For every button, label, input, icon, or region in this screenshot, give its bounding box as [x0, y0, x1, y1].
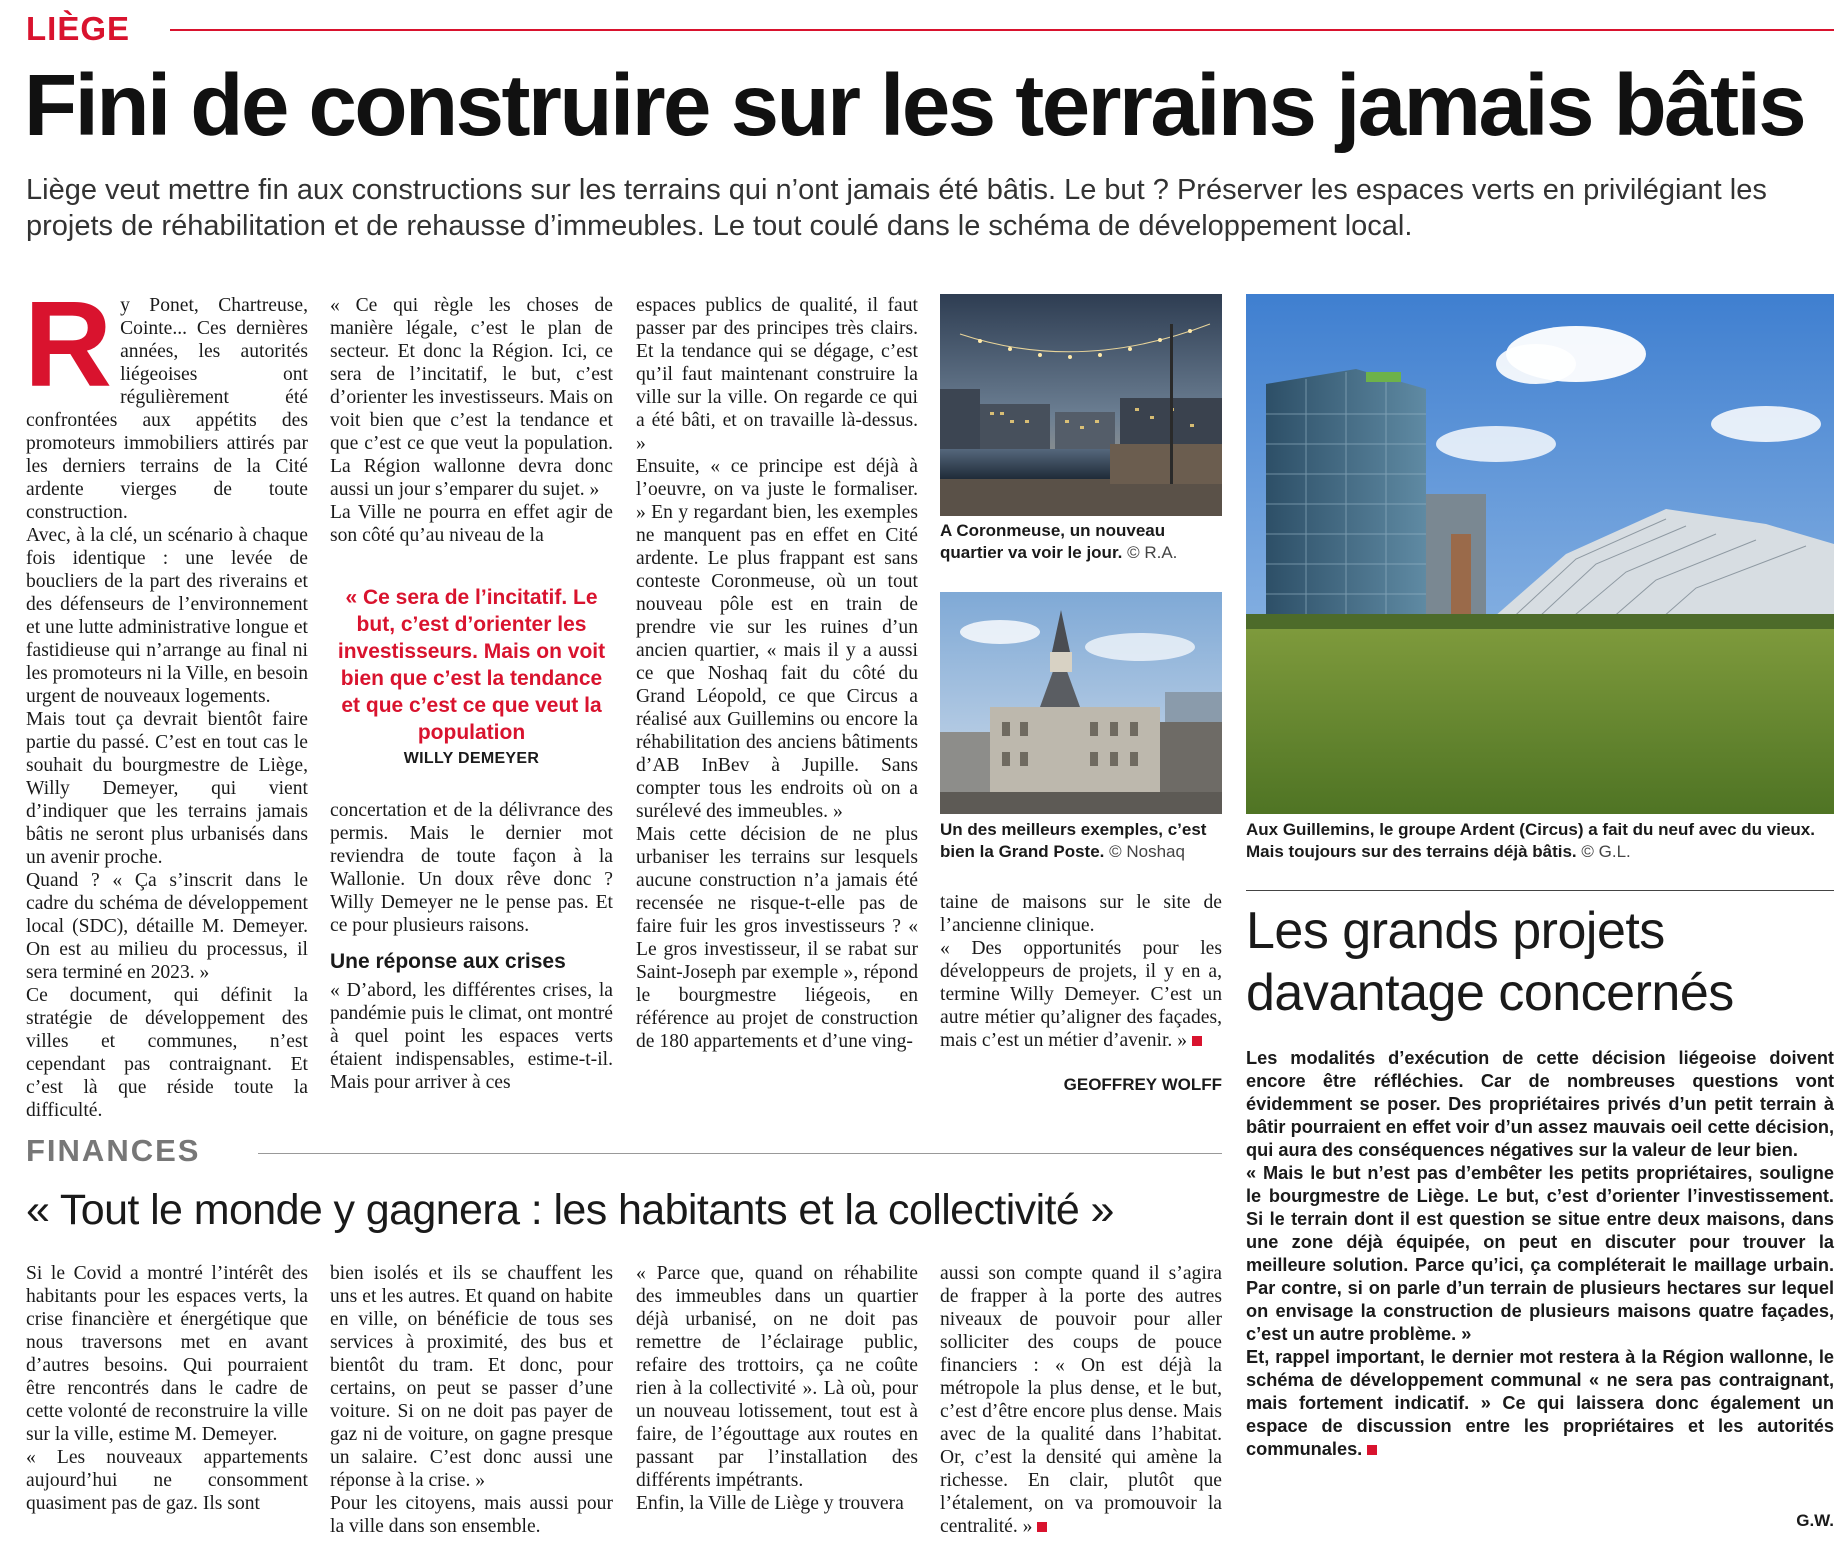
article-column-4	[940, 891, 1222, 1076]
photo-coronmeuse	[940, 294, 1222, 516]
article-paragraph-text: « Des opportunités pour les développeurs de projets, il y en a, termine Willy Demeyer. C’est un autre métier qu’aligner des façades, mais c’est un métier d’avenir. »	[940, 938, 1222, 1051]
dropcap: R	[24, 276, 113, 412]
article-paragraph: y Ponet, Chartreuse, Cointe... Ces dernières années, les autorités liégeoises ont régulièrement été confrontées aux appétits des promoteurs immobiliers attirés par les derniers terrains de la Cité ardente vierges de toute construction.	[26, 295, 308, 523]
sidebar-body	[1246, 1047, 1834, 1461]
article-paragraph: Mais cette décision de ne plus urbaniser les terrains sur lesquels aucune construction n’a jamais été recensée ne risque-t-elle pas de faire fuir les gros investisseurs ? « Le gros investisseur, il se rabat sur Saint-Joseph par exemple », répond le bourgmestre liégeois, en référence au projet de construction de 180 appartements et d’une ving-	[636, 824, 918, 1052]
article-paragraph	[940, 1262, 1222, 1538]
pull-quote-author: WILLY DEMEYER	[403, 750, 540, 767]
article-paragraph: « Les nouveaux appartements aujourd’hui ne consomment quasiment pas de gaz. Ils sont	[26, 1447, 308, 1514]
sidebar-paragraph: Les modalités d’exécution de cette décision liégeoise doivent encore être réfléchies. Car de nombreuses questions vont évidemment se poser. Des propriétaires privés d’un petit terrain à bâtir pourraient en effet voir d’un assez mauvais oeil cette décision, qui aura des conséquences négatives sur la valeur de leur bien.	[1246, 1048, 1834, 1160]
article-paragraph: « Ce qui règle les choses de manière légale, c’est le plan de secteur. Et donc la Région. Ici, ce sera de l’incitatif, le but, c’est d’orienter les investisseurs. Mais on voit bien que c’est la tendance et que c’est ce que veut la population. La Région wallonne devra donc aussi un jour s’emparer du sujet. »	[330, 295, 613, 500]
photo-grand-poste	[940, 592, 1222, 814]
sidebar-paragraph-text: Et, rappel important, le dernier mot restera à la Région wallonne, le schéma de développement communal « ne sera pas contraignant, mais fortement indicatif. » Ce qui laissera donc également un espace de discussion entre les propriétaires et les autorités communales.	[1246, 1347, 1834, 1459]
article-paragraph: « D’abord, les différentes crises, la pandémie puis le climat, ont montré à quel point les espaces verts étaient indispensables, estime-t-il. Mais pour arriver à ces	[330, 980, 613, 1093]
sidebar-title: Les grands projets davantage concernés	[1246, 902, 1734, 1022]
finances-column-4	[940, 1262, 1222, 1538]
caption-text: Un des meilleurs exemples, c’est bien la Grand Poste.	[940, 820, 1207, 861]
finances-headline: « Tout le monde y gagnera : les habitants et la collectivité »	[26, 1186, 1114, 1234]
article-paragraph: Avec, à la clé, un scénario à chaque fois identique : une levée de boucliers de la part des riverains et des défenseurs de l’environnement et une lutte administrative longue et fastidieuse qui n’arrange au final ni les promoteurs ni la Ville, en besoin urgent de nouveaux logements.	[26, 525, 308, 707]
article-paragraph: concertation et de la délivrance des permis. Mais le dernier mot reviendra de toute façon à la Wallonie. Un doux rêve donc ? Willy Demeyer ne le pense pas. Et ce pour plusieurs raisons.	[330, 800, 613, 936]
photo-credit: © G.L.	[1581, 842, 1631, 861]
sidebar-paragraph: « Mais le but n’est pas d’embêter les petits propriétaires, souligne le bourgmestre de Liège. Le but, c’est d’orienter l’investissement. Si le terrain dont il est question se situe entre deux maisons, dans une zone déjà équipée, on peut en discuter pour trouver la meilleure solution. Parce qu’ici, ça compléterait le maillage urbain. Par contre, si on parle d’un terrain de plusieurs hectares sur lequel on envisage la construction de plusieurs maisons quatre façades, c’est un autre problème. »	[1246, 1163, 1834, 1344]
lede: Liège veut mettre fin aux constructions sur les terrains qui n’ont jamais été bâtis. Le but ? Préserver les espaces verts en privilégiant les projets de réhabilitation et de rehausse d’immeubles. Le tout coulé dans le schéma de développement local.	[26, 174, 1767, 242]
photo-credit: © R.A.	[1127, 543, 1178, 562]
page-title: Fini de construire sur les terrains jamais bâtis	[24, 57, 1805, 154]
article-paragraph: « Parce que, quand on réhabilite des immeubles dans un quartier déjà urbanisé, on ne doit pas remettre de l’éclairage public, refaire des trottoirs, ça ne coûte rien à la collectivité ». Là où, pour un nouveau lotissement, tout est à faire, de l’égouttage aux routes en passant par l’installation des différents impétrants.	[636, 1263, 918, 1491]
photo-guillemins	[1246, 294, 1834, 814]
article-column-3	[636, 294, 918, 1094]
caption-text: Aux Guillemins, le groupe Ardent (Circus) a fait du neuf avec du vieux. Mais toujours sur des terrains déjà bâtis.	[1246, 820, 1815, 861]
section-tag: LIÈGE	[26, 10, 131, 47]
photo-caption-grand-poste	[940, 819, 1226, 863]
sidebar-paragraph	[1246, 1346, 1834, 1461]
article-paragraph: Ensuite, « ce principe est déjà à l’oeuvre, on va juste le formaliser. » En y regardant bien, les exemples ne manquent pas en effet en Cité ardente. Le plus frappant est sans conteste Coronmeuse, où un tout nouveau pôle est en train de prendre vie sur les ruines d’un ancien quartier, « mais il y a aussi ce que Noshaq fait du côté du Grand Léopold, ce que Circus a réalisé aux Guillemins ou encore la réhabilitation des anciens bâtiments d’AB InBev à Jupille. Sans compter tous les endroits où on a surélevé des immeubles. »	[636, 456, 918, 822]
end-mark	[1037, 1522, 1047, 1532]
article-paragraph: espaces publics de qualité, il faut passer par des principes très clairs. Et la tendance qui se dégage, c’est qu’il faut maintenant construire la ville sur la ville. On regarde ce qui a été bâti, et on travaille là-dessus. »	[636, 295, 918, 454]
article-paragraph	[940, 937, 1222, 1052]
finances-column-1	[26, 1262, 308, 1538]
article-paragraph: bien isolés et ils se chauffent les uns et les autres. Et quand on habite en ville, on bénéficie de tous ses services à proximité, des bus et bientôt du tram. Et donc, pour certains, on peut se passer d’une voiture. Si on ne doit pas payer de gaz ni de voiture, on gagne presque un salaire. C’est donc aussi une réponse à la crise. »	[330, 1263, 613, 1491]
photo-caption-coronmeuse	[940, 520, 1226, 564]
finances-section-tag: FINANCES	[26, 1133, 201, 1168]
article-paragraph: Si le Covid a montré l’intérêt des habitants pour les espaces verts, la crise financière et énergétique que nous traversons met en avant d’autres besoins. Qui pourraient être rencontrés dans le cadre de cette volonté de reconstruire la ville sur la ville, estime M. Demeyer.	[26, 1263, 308, 1445]
sidebar-rule	[1246, 890, 1834, 891]
article-paragraph: Quand ? « Ça s’inscrit dans le cadre du schéma de développement local (SDC), détaille M. Demeyer. On est au milieu du processus, il sera terminé en 2023. »	[26, 870, 308, 983]
finances-column-2	[330, 1262, 613, 1538]
caption-text: A Coronmeuse, un nouveau quartier va voir le jour.	[940, 521, 1166, 562]
article-paragraph: Mais tout ça devrait bientôt faire partie du passé. C’est en tout cas le souhait du bourgmestre de Liège, Willy Demeyer, qui vient d’indiquer que les terrains jamais bâtis ne seront plus urbanisés dans un avenir proche.	[26, 709, 308, 868]
end-mark	[1367, 1445, 1377, 1455]
photo-caption-guillemins	[1246, 819, 1838, 863]
article-paragraph-text: aussi son compte quand il s’agira de frapper à la porte des autres niveaux de pouvoir pour aller solliciter des coups de pouce financiers : « On est déjà la métropole la plus dense, et le but, c’est d’être encore plus dense. Mais avec de la qualité dans l’habitat. Or, c’est la densité qui amène la richesse. En clair, plutôt que l’étalement, on va promouvoir la centralité. »	[940, 1263, 1222, 1537]
article-paragraph: Ce document, qui définit la stratégie de développement des villes et communes, n’est cependant pas contraignant. Et c’est là que réside toute la difficulté.	[26, 985, 308, 1121]
article-column-2-middle	[330, 799, 613, 939]
article-column-1	[24, 276, 308, 1121]
pull-quote: « Ce sera de l’incitatif. Le but, c’est d’orienter les investisseurs. Mais on voit bien que c’est la tendance et que c’est ce que veut la population	[337, 586, 606, 744]
end-mark	[1192, 1036, 1202, 1046]
finances-rule	[258, 1153, 1222, 1154]
photo-credit: © Noshaq	[1109, 842, 1185, 861]
section-rule	[170, 29, 1834, 31]
article-paragraph: La Ville ne pourra en effet agir de son côté qu’au niveau de la	[330, 502, 613, 546]
finances-column-3	[636, 1262, 918, 1538]
article-paragraph: taine de maisons sur le site de l’ancienne clinique.	[940, 892, 1222, 936]
byline: GEOFFREY WOLFF	[1063, 1075, 1222, 1094]
sidebar-byline: G.W.	[1796, 1511, 1834, 1530]
article-paragraph: Enfin, la Ville de Liège y trouvera	[636, 1493, 904, 1514]
article-column-2-bottom	[330, 979, 613, 1094]
article-subhead: Une réponse aux crises	[330, 950, 566, 973]
article-column-2-top	[330, 294, 613, 567]
article-paragraph: Pour les citoyens, mais aussi pour la ville dans son ensemble.	[330, 1493, 613, 1537]
